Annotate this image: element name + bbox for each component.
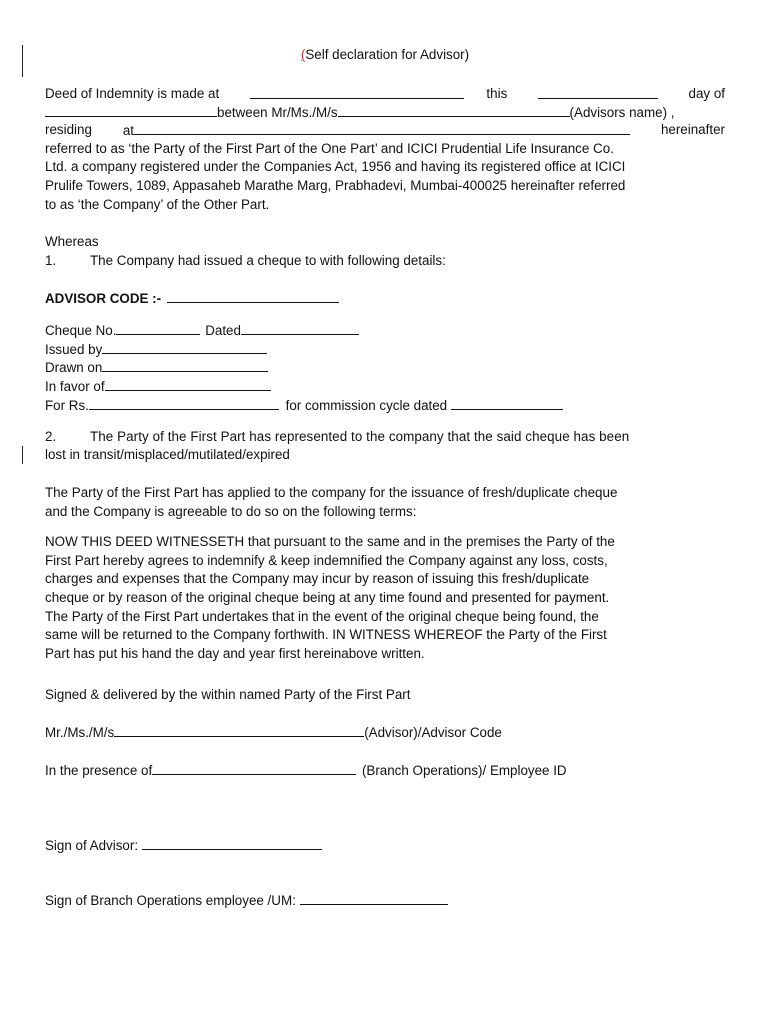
deed-witness-line-2: First Part hereby agrees to indemnify & keep indemnified the Company against any loss, costs, xyxy=(45,553,608,568)
deed-witness-line-1: NOW THIS DEED WITNESSETH that pursuant to the same and in the premises the Party of the xyxy=(45,534,615,549)
deed-line-5: Ltd. a company registered under the Companies Act, 1956 and having its registered office at ICICI xyxy=(45,159,626,174)
issued-by-blank[interactable] xyxy=(102,340,267,354)
sign-branch-row: Sign of Branch Operations employee /UM: xyxy=(45,891,725,910)
advisor-code-row: ADVISOR CODE :- xyxy=(45,289,725,308)
deed-line-2: between Mr/Ms./M/s (Advisors name) , xyxy=(45,103,725,122)
sign-advisor-row: Sign of Advisor: xyxy=(45,836,725,855)
applied-line-2: and the Company is agreeable to do so on the following terms: xyxy=(45,504,417,519)
advisor-name-field[interactable] xyxy=(114,723,364,737)
in-favor-of-row: In favor of xyxy=(45,377,725,396)
item-2-line-1: 2. The Party of the First Part has represented to the company that the said cheque has been xyxy=(45,429,630,444)
amount-row: For Rs. for commission cycle dated xyxy=(45,396,725,415)
in-favor-of-blank[interactable] xyxy=(105,377,271,391)
cheque-no-row: Cheque No. Dated xyxy=(45,321,725,340)
issued-by-row: Issued by xyxy=(45,340,725,359)
cheque-no-blank[interactable] xyxy=(116,321,200,335)
month-blank[interactable] xyxy=(45,103,217,117)
whereas-heading: Whereas xyxy=(45,234,99,249)
deed-witness-line-5: The Party of the First Part undertakes that in the event of the original cheque being found, the xyxy=(45,609,599,624)
sign-branch-field[interactable] xyxy=(300,891,448,905)
text-cursor-top xyxy=(22,45,23,77)
drawn-on-row: Drawn on xyxy=(45,358,725,377)
amount-blank[interactable] xyxy=(89,396,279,410)
advisor-code-blank[interactable] xyxy=(167,289,339,303)
deed-witness-line-4: cheque or by reason of the original cheque being at any time found and presented for payment. xyxy=(45,590,610,605)
revision-mark: ( xyxy=(300,47,306,62)
signed-delivered: Signed & delivered by the within named Party of the First Part xyxy=(45,687,411,702)
deed-line-1: Deed of Indemnity is made at this day of xyxy=(45,86,725,101)
deed-line-6: Prulife Towers, 1089, Appasaheb Marathe Marg, Prabhadevi, Mumbai-400025 hereinafter referred xyxy=(45,178,626,193)
item-1: 1. The Company had issued a cheque to with following details: xyxy=(45,253,446,268)
text-cursor-mid xyxy=(22,446,23,464)
advisor-name-blank[interactable] xyxy=(338,103,570,117)
item-2-line-2: lost in transit/misplaced/mutilated/expired xyxy=(45,447,290,462)
page-title: (Self declaration for Advisor) xyxy=(300,47,470,62)
deed-witness-line-3: charges and expenses that the Company may incur by reason of issuing this fresh/duplicate xyxy=(45,571,590,586)
commission-date-blank[interactable] xyxy=(451,396,563,410)
date-blank[interactable] xyxy=(538,85,658,99)
applied-line-1: The Party of the First Part has applied to the company for the issuance of fresh/duplicate cheque xyxy=(45,485,618,500)
residence-blank[interactable] xyxy=(134,121,630,135)
place-blank[interactable] xyxy=(250,85,464,99)
advisor-signature-row: Mr./Ms./M/s (Advisor)/Advisor Code xyxy=(45,725,502,740)
deed-line-7: to as ‘the Company’ of the Other Part. xyxy=(45,197,270,212)
deed-witness-line-6: same will be returned to the Company forthwith. IN WITNESS WHEREOF the Party of the First xyxy=(45,627,607,642)
deed-line-3: residing at hereinafter xyxy=(45,122,725,138)
drawn-on-blank[interactable] xyxy=(102,358,268,372)
cheque-date-blank[interactable] xyxy=(241,321,359,335)
sign-advisor-field[interactable] xyxy=(142,836,322,850)
presence-row: In the presence of (Branch Operations)/ Employee ID xyxy=(45,763,567,778)
deed-line-4: referred to as ‘the Party of the First Part of the One Part’ and ICICI Prudential Life Insurance Co. xyxy=(45,141,614,156)
deed-witness-line-7: Part has put his hand the day and year first hereinabove written. xyxy=(45,646,425,661)
witness-name-field[interactable] xyxy=(152,761,356,775)
